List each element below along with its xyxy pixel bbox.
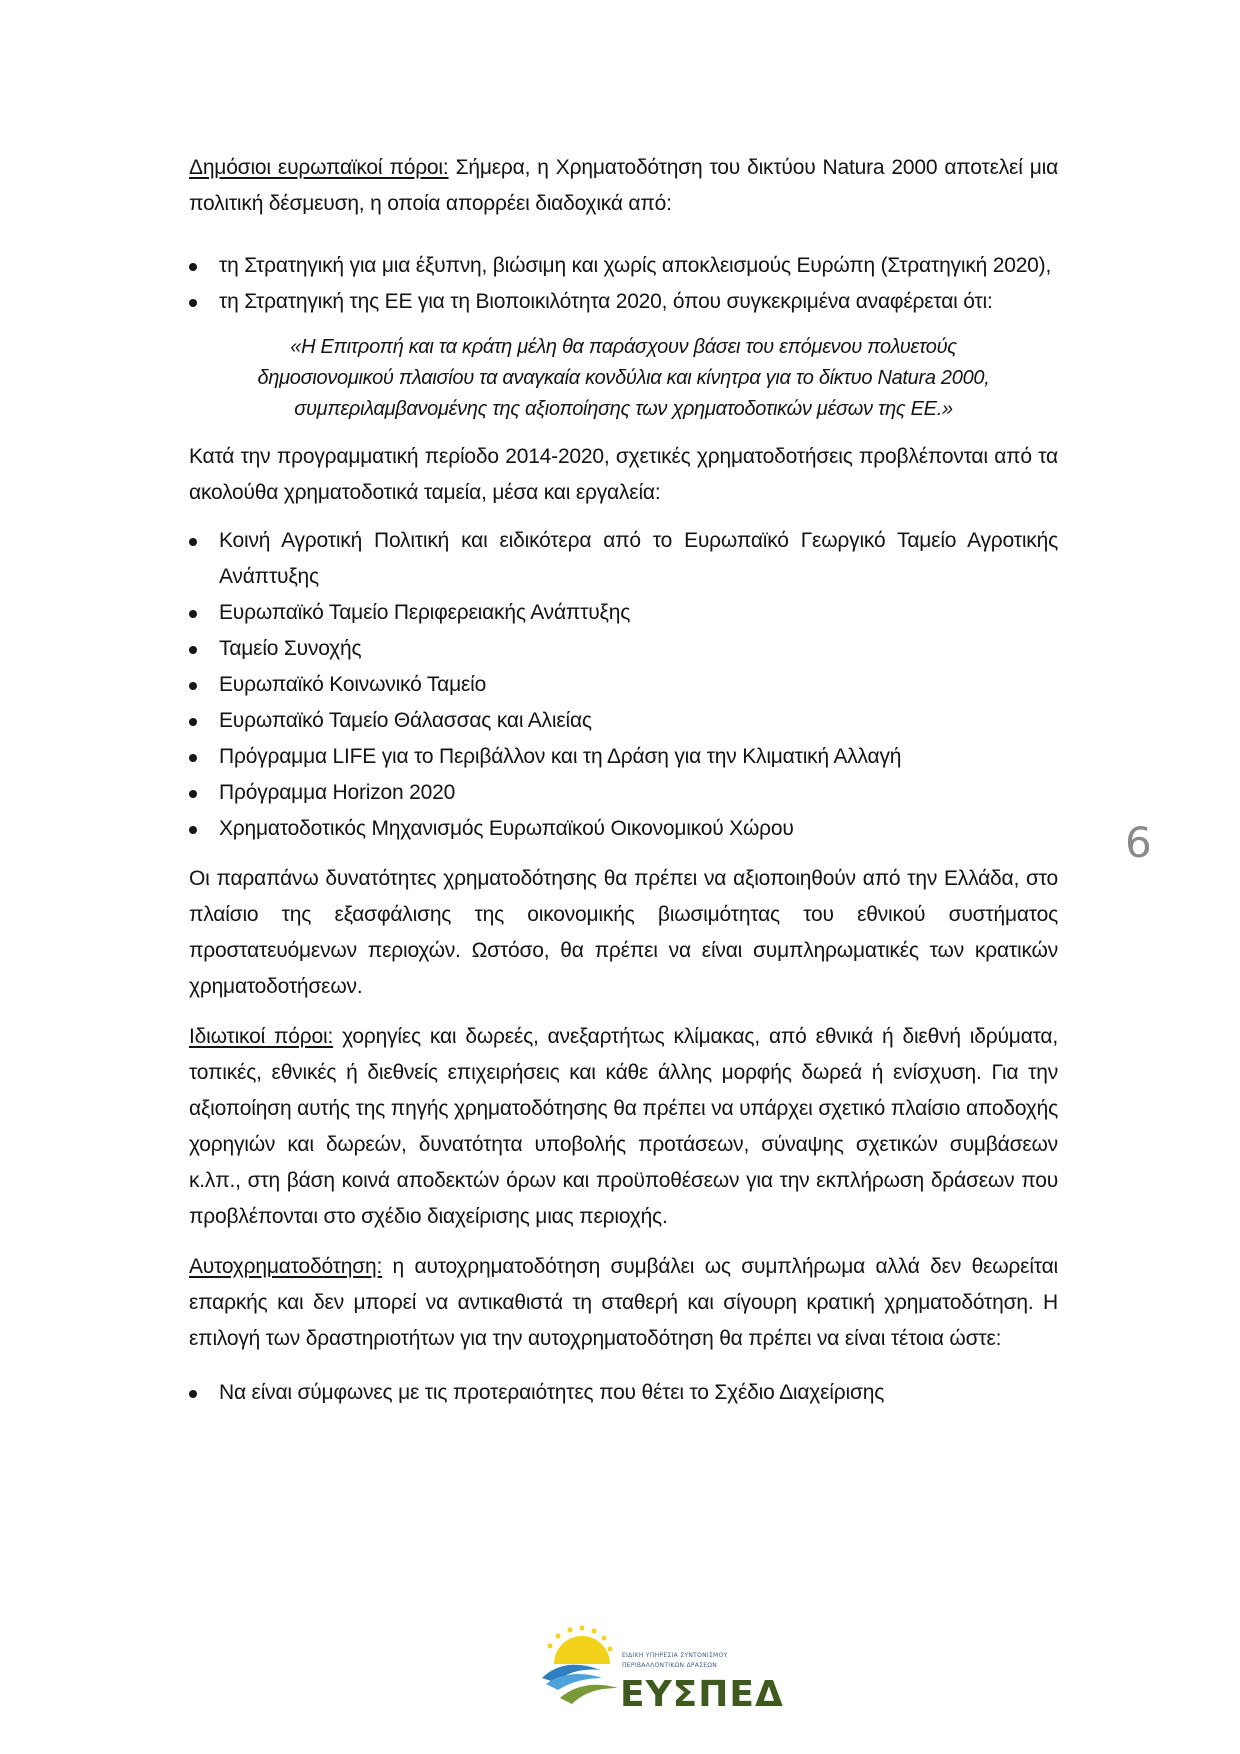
conditions-list [189, 1375, 1058, 1411]
list-item: Ευρωπαϊκό Ταμείο Θάλασσας και Αλιείας [189, 703, 1058, 739]
private-resources-label: Ιδιωτικοί πόροι: [189, 1025, 334, 1048]
quote-line: δημοσιονομικού πλαισίου τα αναγκαία κονδύλια και κίνητρα για το δίκτυο Natura 2000, [257, 367, 990, 389]
self-financing-label: Αυτοχρηματοδότηση: [189, 1255, 383, 1278]
list-item: Κοινή Αγροτική Πολιτική και ειδικότερα από το Ευρωπαϊκό Γεωργικό Ταμείο Αγροτικής Ανάπτυξης [189, 523, 1058, 595]
self-financing-text: η αυτοχρηματοδότηση συμβάλει ως συμπλήρωμα αλλά δεν θεωρείται επαρκής και δεν μπορεί να αντικαθιστά τη σταθερή και σίγουρη κρατική χρηματοδότηση. Η επιλογή των δραστηριοτήτων για την αυτοχρηματοδότηση θα πρέπει να είναι τέτοια ώστε: [189, 1255, 1058, 1350]
public-resources-label: Δημόσιοι ευρωπαϊκοί πόροι: [189, 156, 449, 179]
list-item: Ταμείο Συνοχής [189, 631, 1058, 667]
public-resources-paragraph [189, 150, 1058, 222]
bullet-icon [189, 646, 197, 654]
funds-summary-paragraph: Οι παραπάνω δυνατότητες χρηματοδότησης θα πρέπει να αξιοποιηθούν από την Ελλάδα, στο πλαίσιο της εξασφάλισης της οικονομικής βιωσιμότητας του εθνικού συστήματος προστατευόμενων περιοχών. Ωστόσο, θα πρέπει να είναι συμπληρωματικές των κρατικών χρηματοδοτήσεων. [189, 867, 1058, 998]
list-item: Ευρωπαϊκό Κοινωνικό Ταμείο [189, 667, 1058, 703]
list-item: Χρηματοδοτικός Μηχανισμός Ευρωπαϊκού Οικονομικού Χώρου [189, 811, 1058, 847]
page-number: 6 [1125, 818, 1152, 867]
bullet-icon [189, 263, 197, 271]
sun-wave-emblem-icon [540, 1622, 630, 1712]
bullet-icon [189, 299, 197, 307]
funds-list [189, 523, 1058, 847]
list-item: Να είναι σύμφωνες με τις προτεραιότητες που θέτει το Σχέδιο Διαχείρισης [189, 1375, 1058, 1411]
bullet-icon [189, 538, 197, 546]
strategies-list [189, 248, 1058, 320]
period-intro-paragraph: Κατά την προγραμματική περίοδο 2014-2020, σχετικές χρηματοδοτήσεις προβλέπονται από τα ακολούθα χρηματοδοτικά ταμεία, μέσα και εργαλεία: [189, 445, 1058, 504]
list-item: τη Στρατηγική της ΕΕ για τη Βιοποικιλότητα 2020, όπου συγκεκριμένα αναφέρεται ότι: [189, 284, 1058, 320]
list-item: Ευρωπαϊκό Ταμείο Περιφερειακής Ανάπτυξης [189, 595, 1058, 631]
self-financing-paragraph [189, 1249, 1058, 1357]
list-item: Πρόγραμμα LIFE για το Περιβάλλον και τη Δράση για την Κλιματική Αλλαγή [189, 739, 1058, 775]
private-resources-paragraph [189, 1019, 1058, 1235]
logo-caption: ΕΙΔΙΚΗ ΥΠΗΡΕΣΙΑ ΣΥΝΤΟΝΙΣΜΟΥ [622, 1652, 728, 1659]
document-page [189, 150, 1058, 1411]
logo-wordmark: ΕΥΣΠΕΔ [620, 1674, 784, 1715]
list-item: τη Στρατηγική για μια έξυπνη, βιώσιμη και χωρίς αποκλεισμούς Ευρώπη (Στρατηγική 2020), [189, 248, 1058, 284]
eu-strategy-quote [189, 332, 1058, 425]
quote-line: συμπεριλαμβανομένης της αξιοποίησης των χρηματοδοτικών μέσων της ΕΕ.» [294, 398, 953, 420]
eyspeD-logo [540, 1622, 784, 1722]
private-resources-text: χορηγίες και δωρεές, ανεξαρτήτως κλίμακας, από εθνικά ή διεθνή ιδρύματα, τοπικές, εθνικές ή διεθνείς επιχειρήσεις και κάθε άλλης μορφής δωρεά ή ενίσχυση. Για την αξιοποίηση αυτής της πηγής χρηματοδότησης θα πρέπει να υπάρχει σχετικό πλαίσιο αποδοχής χορηγιών και δωρεών, δυνατότητα υποβολής προτάσεων, σύναψης σχετικών συμβάσεων κ.λπ., στη βάση κοινά αποδεκτών όρων και προϋποθέσεων για την εκπλήρωση δράσεων που προβλέπονται στο σχέδιο διαχείρισης μιας περιοχής. [189, 1025, 1059, 1228]
logo-caption: ΠΕΡΙΒΑΛΛΟΝΤΙΚΩΝ ΔΡΑΣΕΩΝ [622, 1662, 718, 1669]
bullet-icon [189, 718, 197, 726]
bullet-icon [189, 1390, 197, 1398]
bullet-icon [189, 754, 197, 762]
bullet-icon [189, 826, 197, 834]
bullet-icon [189, 610, 197, 618]
quote-line: «Η Επιτροπή και τα κράτη μέλη θα παράσχουν βάσει του επόμενου πολυετούς [290, 336, 957, 358]
bullet-icon [189, 790, 197, 798]
public-resources-text: Σήμερα, η Χρηματοδότηση του δικτύου Natura 2000 αποτελεί μια πολιτική δέσμευση, η οποία απορρέει διαδοχικά από: [189, 156, 1059, 215]
list-item: Πρόγραμμα Horizon 2020 [189, 775, 1058, 811]
bullet-icon [189, 682, 197, 690]
